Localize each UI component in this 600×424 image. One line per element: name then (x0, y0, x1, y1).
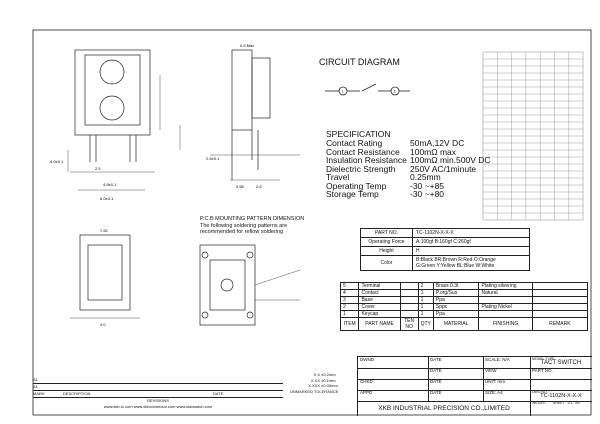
model-type-cell: MODEL TYPE TACT SWITCH (530, 357, 592, 369)
bom-cell (532, 304, 587, 311)
spec-value: 250V AC/1minute (410, 163, 477, 174)
part-number-table (360, 228, 530, 271)
bom-cell: 1 (418, 290, 433, 297)
pcb-side-view (70, 235, 140, 318)
bom-header-cell: PART NAME (359, 318, 400, 331)
bom-cell: 1 (341, 311, 359, 318)
bom-cell (400, 283, 418, 290)
dim-label: 2.6 (256, 184, 262, 189)
spec-value: -30 ~+85 (410, 180, 445, 191)
part-table-value: TC-1102N-X-X-X (413, 229, 530, 238)
dim-max-label: 0.5 Max (240, 43, 255, 48)
spec-label: Insulation Resistance (326, 155, 407, 165)
revisions-block (33, 377, 283, 410)
bom-header-cell: MATERIAL (433, 318, 479, 331)
spec-row (326, 190, 496, 199)
bom-cell: 3 (341, 297, 359, 304)
bom-cell: P.org/Sus (433, 290, 479, 297)
front-view-drawing (68, 50, 180, 190)
bom-cell (400, 290, 418, 297)
pcb-notes (200, 216, 340, 236)
circuit-symbol (325, 84, 410, 95)
tolerance-title: UNMARKED TOLERANCE (290, 388, 339, 394)
bom-cell: Brass 0.3t (433, 283, 479, 290)
bom-cell (400, 304, 418, 311)
date-cell: DATE (428, 368, 484, 380)
bom-cell: Ppa (433, 311, 479, 318)
spec-label: Contact Resistance (326, 146, 400, 157)
spec-label: Storage Temp (326, 189, 379, 199)
part-table-label: Color (361, 256, 413, 271)
bom-row (341, 283, 588, 290)
bom-cell (400, 297, 418, 304)
dwn-cell: DWND (358, 357, 429, 369)
bom-cell: 2 (341, 304, 359, 311)
spec-value: 50mA,12V DC (410, 138, 465, 148)
bom-cell (479, 297, 532, 304)
bom-cell: Ppa (433, 297, 479, 304)
bom-header-cell: TEN NO (400, 318, 418, 331)
bom-cell: 2 (418, 283, 433, 290)
company-name: XKB INDUSTRIAL PRECISION CO.,LIMITED (358, 401, 531, 416)
revision-row: MARK DESCRIPTION DATE (33, 391, 283, 398)
side-view-drawing (210, 50, 300, 180)
part-table-row (361, 256, 530, 271)
bom-cell: Plating Nickel (479, 304, 532, 311)
bom-row (341, 311, 588, 318)
tolerance-row: X.XXX ±0.05mm (308, 383, 338, 388)
tolerance-row: X.X ±0.2mm (313, 372, 336, 377)
dwg-no-value: TC-1102N-X-X-X (540, 393, 582, 399)
part-table-row (361, 229, 530, 238)
bom-header-row (341, 318, 588, 331)
dim-label: 6.0±0.1 (100, 196, 114, 201)
revision-row: A1 (33, 377, 283, 384)
bom-cell (400, 311, 418, 318)
circuit-diagram-title: CIRCUIT DIAGRAM (319, 57, 400, 67)
pcb-title: P.C.B MOUNTING PATTERN DIMENSION (200, 216, 305, 222)
bom-cell: Terminal (359, 283, 400, 290)
bom-header-cell: ITEM (341, 318, 359, 331)
pcb-note-2: recommended for reflow soldering (200, 229, 284, 235)
option-grid-lines (483, 52, 583, 220)
bom-cell: 4 (341, 290, 359, 297)
spec-value: 100mΩ max (410, 146, 457, 157)
part-table-label: Operating Force (361, 238, 413, 247)
dim-label: 2.5 (95, 166, 101, 171)
part-table-row (361, 247, 530, 256)
dim-label: 4.5±0.1 (103, 182, 117, 187)
pcb-note-1: The following soldering patterns are (200, 222, 288, 229)
weight-sheet-cell: WEIGHT SHEET 1/1 A0 (532, 401, 580, 405)
bom-cell (532, 311, 587, 318)
bom-cell (479, 311, 532, 318)
part-table-value: A:100gf B:160gf C:260gf (413, 238, 530, 247)
circuit-node-1: 1 (341, 89, 344, 94)
part-table-label: Height (361, 247, 413, 256)
bom-cell (532, 283, 587, 290)
date-cell: DATE (428, 357, 484, 369)
websites: www.xkb-ic.com www.xkbconnector.com www.xkbswitch.com (103, 404, 213, 409)
pcb-pattern-drawing (200, 245, 300, 325)
tolerance-row: X.XX ±0.1mm (310, 377, 336, 383)
dim-label: 3.55 (236, 184, 244, 189)
bom-cell: Contact (359, 290, 400, 297)
bom-cell: Keycap (359, 311, 400, 318)
bom-cell: Sppc (433, 304, 479, 311)
spec-value: -30 ~+80 (410, 189, 445, 199)
date-cell: DATE (428, 390, 484, 402)
bom-cell: 1 (418, 311, 433, 318)
bom-cell: Plating silvering (479, 283, 532, 290)
bom-cell: Natural (479, 290, 532, 297)
revisions-label: REVISIONS (147, 398, 169, 403)
bom-cell (532, 290, 587, 297)
specification-rows (326, 139, 496, 199)
dim-label: 4.0 (100, 322, 106, 327)
scale-cell: SCALE: N/A (483, 357, 531, 369)
unit-cell: UNIT: mm (483, 379, 531, 391)
view-cell: VIEW (483, 368, 531, 380)
tolerance-block (290, 372, 357, 394)
spec-label: Travel (326, 172, 350, 182)
bom-row (341, 297, 588, 304)
date-cell: DATE (428, 379, 484, 391)
bom-cell: 1 (418, 297, 433, 304)
spec-label: Contact Rating (326, 138, 383, 148)
bom-header-cell: REMARK (532, 318, 587, 331)
specification-title: SPECIFICATION (326, 129, 391, 139)
dim-label: 7.62 (100, 228, 108, 233)
model-value: TACT SWITCH (540, 360, 582, 366)
dim-label: 2.5±0.1 (206, 156, 220, 161)
dwg-no-cell: DWG NO. TC-1102N-X-X-X (530, 390, 592, 402)
dim-label: 4.0±0.1 (50, 159, 64, 164)
bom-header-cell: QTY (418, 318, 433, 331)
specification-block (326, 129, 496, 199)
bom-cell: 5 (341, 283, 359, 290)
chkd-cell: CHKD (358, 379, 429, 391)
spec-value: 100mΩ min.500V DC (410, 155, 491, 165)
bom-row (341, 304, 588, 311)
part-table-value: B:Black BR:Brown R:Red O:Orange G:Green Y:Yellow BL:Blue W:White (413, 256, 530, 271)
bom-table (340, 282, 588, 331)
revision-row: A1 (33, 384, 283, 391)
bom-row (341, 290, 588, 297)
spec-label: Dielectric Strength (326, 163, 396, 174)
bom-cell: 1 (418, 304, 433, 311)
spec-value: 0.25mm (410, 172, 441, 182)
part-no-cell: PART NO. (530, 368, 592, 380)
part-table-row (361, 238, 530, 247)
bom-cell: Cover (359, 304, 400, 311)
circuit-node-2: 2 (393, 89, 396, 94)
bom-cell (532, 297, 587, 304)
part-table-value: H (413, 247, 530, 256)
size-cell: SIZE: A4 (483, 390, 531, 402)
appd-cell: APPD (358, 390, 429, 402)
title-block (357, 356, 592, 416)
spec-label: Operating Temp (326, 180, 387, 191)
bom-cell: Base (359, 297, 400, 304)
part-table-label: PART NO. (361, 229, 413, 238)
bom-header-cell: FINISHING (479, 318, 532, 331)
